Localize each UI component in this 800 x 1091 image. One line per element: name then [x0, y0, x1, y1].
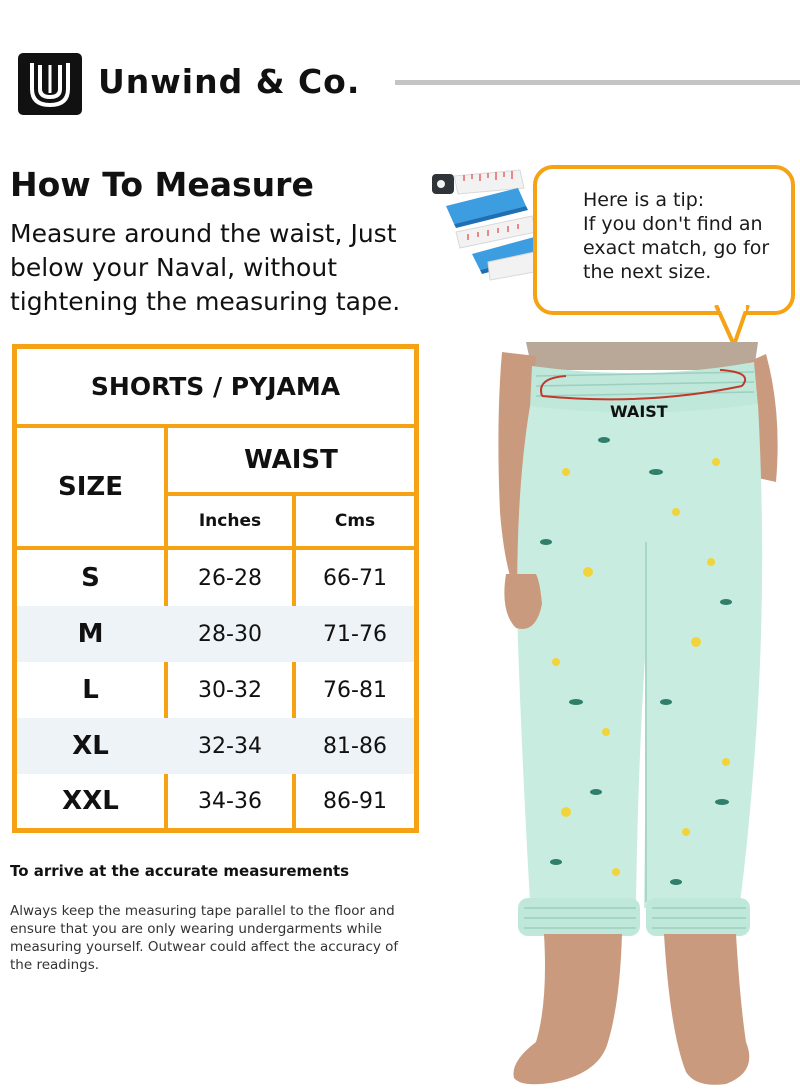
cms-cell: 71-76 [323, 621, 387, 647]
inches-cell: 32-34 [198, 733, 262, 759]
page-title: How To Measure [10, 165, 314, 204]
model-wearing-pyjama-image [496, 342, 800, 1091]
size-cell: L [82, 675, 99, 705]
cms-cell: 66-71 [323, 565, 387, 591]
size-cell: XL [72, 731, 109, 761]
header-divider [395, 80, 800, 85]
notes-heading: To arrive at the accurate measurements [10, 862, 350, 880]
inches-cell: 30-32 [198, 677, 262, 703]
cms-column-header: Cms [334, 511, 376, 531]
brand-name: Unwind & Co. [98, 62, 361, 101]
tip-text [583, 188, 793, 284]
size-cell: M [77, 619, 104, 649]
tip-heading: Here is a tip: [583, 189, 705, 211]
brand-logo [18, 53, 82, 115]
cms-cell: 76-81 [323, 677, 387, 703]
size-column-header: SIZE [57, 472, 123, 502]
size-cell: S [81, 563, 100, 593]
size-chart-table [12, 344, 419, 833]
notes-body: Always keep the measuring tape parallel to the floor and ensure that you are only wearing undergarments while measuring yourself. Outwear could affect the accuracy of the readings. [10, 903, 399, 973]
cms-cell: 81-86 [323, 733, 387, 759]
inches-cell: 28-30 [198, 621, 262, 647]
measure-instruction: Measure around the waist, Just below your Naval, without tightening the measuring tape. [10, 219, 401, 316]
inches-cell: 26-28 [198, 565, 262, 591]
cms-cell: 86-91 [323, 788, 387, 814]
tip-body: If you don't find an exact match, go for the next size. [583, 213, 770, 283]
brand-logo-icon [18, 53, 82, 115]
inches-column-header: Inches [198, 511, 262, 531]
size-cell: XXL [62, 786, 119, 816]
waist-column-header: WAIST [244, 445, 338, 475]
table-title: SHORTS / PYJAMA [90, 372, 341, 401]
waist-label: WAIST [610, 402, 668, 421]
inches-cell: 34-36 [198, 788, 262, 814]
